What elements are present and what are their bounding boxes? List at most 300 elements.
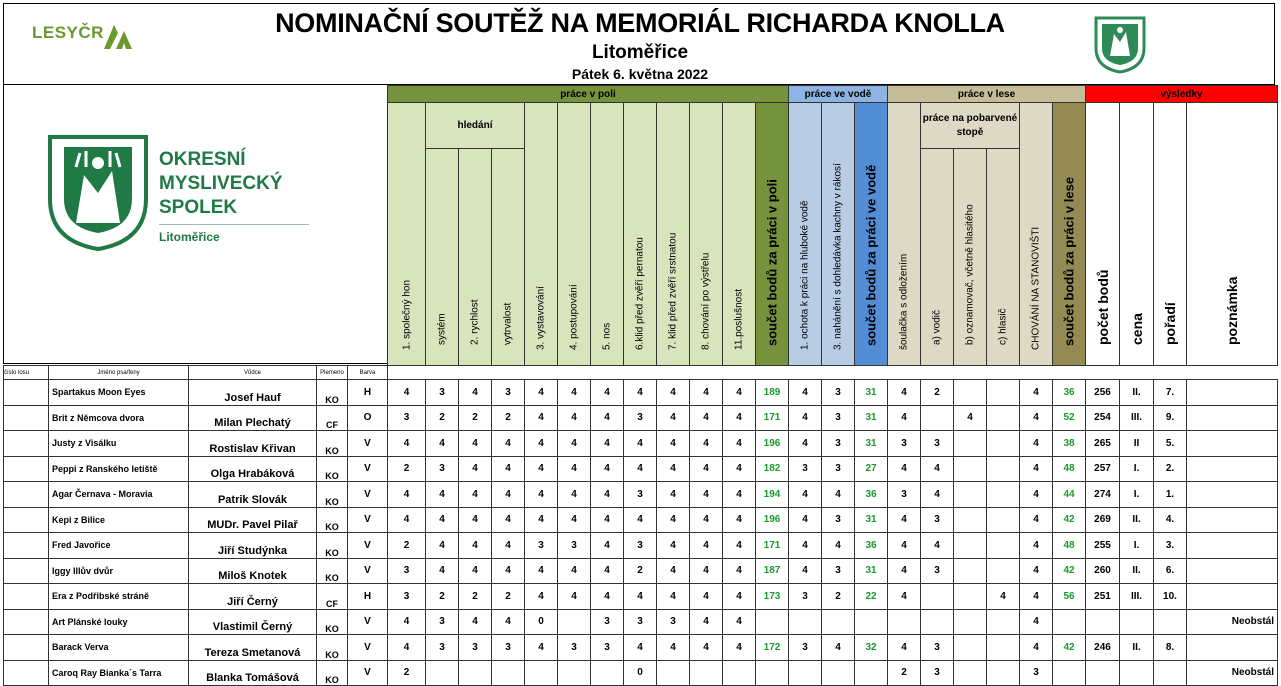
score-cell: 4 — [525, 482, 558, 508]
oms-name-line2: MYSLIVECKÝ — [159, 173, 283, 194]
draw-number — [4, 507, 49, 533]
column-header — [1020, 103, 1053, 366]
score-cell — [756, 660, 789, 686]
score-cell: 0 — [624, 660, 657, 686]
score-cell: 48 — [1053, 456, 1086, 482]
score-cell: 10. — [1154, 584, 1187, 610]
score-cell: 3 — [921, 558, 954, 584]
score-cell — [921, 609, 954, 635]
score-cell — [987, 482, 1020, 508]
score-cell: 4 — [888, 456, 921, 482]
handler-name: Tereza Smetanová — [189, 635, 317, 661]
score-cell: 3 — [822, 507, 855, 533]
score-cell — [789, 609, 822, 635]
score-cell: 4 — [525, 584, 558, 610]
score-cell: II. — [1120, 507, 1154, 533]
score-cell — [987, 380, 1020, 406]
dog-name: Peppi z Ranského letiště — [49, 456, 189, 482]
dog-name: Justy z Visálku — [49, 431, 189, 457]
table-row — [4, 584, 1278, 610]
score-cell: 5. — [1154, 431, 1187, 457]
score-cell: 3 — [657, 609, 690, 635]
score-cell: 4 — [388, 507, 426, 533]
score-cell: 4 — [888, 507, 921, 533]
column-header — [954, 149, 987, 366]
score-cell — [855, 609, 888, 635]
score-cell — [558, 660, 591, 686]
score-cell — [459, 660, 492, 686]
score-cell: 4 — [690, 609, 723, 635]
score-cell: 4 — [657, 405, 690, 431]
score-cell: 4 — [789, 507, 822, 533]
coat-color: O — [348, 405, 388, 431]
score-cell: 4 — [558, 558, 591, 584]
score-cell: 4 — [426, 431, 459, 457]
score-cell: 171 — [756, 533, 789, 559]
score-cell — [558, 609, 591, 635]
score-cell — [789, 660, 822, 686]
score-cell: 4 — [1020, 380, 1053, 406]
score-cell: 44 — [1053, 482, 1086, 508]
score-cell: 256 — [1086, 380, 1120, 406]
draw-number — [4, 584, 49, 610]
score-cell: 4 — [690, 507, 723, 533]
score-cell: 4 — [426, 533, 459, 559]
score-cell: I. — [1120, 482, 1154, 508]
score-cell: 4 — [558, 584, 591, 610]
score-cell — [954, 482, 987, 508]
group-vysledky: výsledky — [1086, 86, 1278, 103]
score-cell: 4 — [921, 533, 954, 559]
score-cell: 4 — [723, 405, 756, 431]
score-cell: 4 — [657, 431, 690, 457]
score-cell: 172 — [756, 635, 789, 661]
score-cell: 4 — [624, 584, 657, 610]
score-cell: 4 — [690, 635, 723, 661]
score-cell: 31 — [855, 431, 888, 457]
table-row — [4, 660, 1278, 686]
dog-name: Spartakus Moon Eyes — [49, 380, 189, 406]
dog-name: Era z Podřibské stráně — [49, 584, 189, 610]
table-row — [4, 431, 1278, 457]
handler-name: Rostislav Křivan — [189, 431, 317, 457]
coat-color: H — [348, 380, 388, 406]
score-cell: 194 — [756, 482, 789, 508]
score-cell — [1187, 533, 1278, 559]
score-cell — [987, 405, 1020, 431]
table-row — [4, 609, 1278, 635]
score-cell: 4 — [492, 482, 525, 508]
coat-color: V — [348, 507, 388, 533]
score-cell — [1154, 609, 1187, 635]
breed: KO — [317, 380, 348, 406]
score-cell: 265 — [1086, 431, 1120, 457]
score-cell: 4 — [690, 558, 723, 584]
score-cell: 4 — [789, 533, 822, 559]
score-cell: I. — [1120, 456, 1154, 482]
column-header-label: 7. klid před zvěří srstnatou — [667, 232, 679, 350]
score-cell: 246 — [1086, 635, 1120, 661]
draw-number — [4, 558, 49, 584]
score-cell: 3 — [789, 584, 822, 610]
score-cell: 3 — [426, 609, 459, 635]
score-cell: 3 — [1020, 660, 1053, 686]
breed: KO — [317, 609, 348, 635]
score-cell: 4 — [624, 380, 657, 406]
column-header-label: 3. vystavování — [535, 286, 547, 350]
column-header — [756, 103, 789, 366]
score-cell: 4 — [591, 431, 624, 457]
score-cell: 4 — [657, 482, 690, 508]
column-header-label: c) hlasič — [997, 308, 1009, 345]
score-cell: 3 — [388, 558, 426, 584]
score-cell — [1053, 609, 1086, 635]
score-cell: 27 — [855, 456, 888, 482]
score-cell: 3 — [388, 584, 426, 610]
column-header-label: 6.klid před zvěří pernatou — [634, 237, 646, 350]
breed: KO — [317, 660, 348, 686]
score-cell: 4 — [723, 635, 756, 661]
score-cell: 3 — [426, 380, 459, 406]
score-cell: 3 — [426, 456, 459, 482]
score-cell: 257 — [1086, 456, 1120, 482]
score-cell: 4 — [888, 533, 921, 559]
score-cell: 4 — [388, 482, 426, 508]
score-cell: II. — [1120, 558, 1154, 584]
score-cell: 31 — [855, 507, 888, 533]
score-cell: 3 — [591, 635, 624, 661]
handler-name: Vlastimil Černý — [189, 609, 317, 635]
breed: KO — [317, 431, 348, 457]
score-cell: 2 — [624, 558, 657, 584]
score-cell: 3 — [624, 405, 657, 431]
score-cell — [822, 609, 855, 635]
score-cell: 3 — [426, 635, 459, 661]
score-cell — [954, 380, 987, 406]
column-header — [921, 149, 954, 366]
column-header-label: šoulačka s odložením — [898, 253, 910, 350]
score-cell: 254 — [1086, 405, 1120, 431]
dog-name: Iggy Illův dvůr — [49, 558, 189, 584]
score-cell: 4 — [624, 431, 657, 457]
score-cell: 4 — [888, 558, 921, 584]
score-cell: 4 — [591, 507, 624, 533]
score-cell: 182 — [756, 456, 789, 482]
left-header: Barva — [348, 366, 388, 380]
score-cell: 4 — [492, 507, 525, 533]
dog-name: Fred Javořice — [49, 533, 189, 559]
score-cell: 3 — [624, 609, 657, 635]
oms-name-line3: SPOLEK — [159, 197, 238, 218]
score-cell: 4 — [388, 635, 426, 661]
column-header — [388, 103, 426, 366]
score-cell: 4. — [1154, 507, 1187, 533]
left-header-row — [4, 366, 1278, 380]
column-header — [1086, 103, 1120, 366]
draw-number — [4, 660, 49, 686]
column-header — [789, 103, 822, 366]
column-header-label: 5. nos — [601, 322, 613, 350]
column-header — [459, 149, 492, 366]
score-cell: 3 — [492, 635, 525, 661]
score-cell: 4 — [690, 482, 723, 508]
logo-cell — [4, 86, 388, 366]
score-cell: 52 — [1053, 405, 1086, 431]
score-cell: 36 — [855, 533, 888, 559]
column-header — [690, 103, 723, 366]
score-cell: 4 — [723, 558, 756, 584]
oms-city: Litoměřice — [159, 230, 220, 244]
score-cell: 3 — [822, 558, 855, 584]
dog-name: Agar Černava - Moravia — [49, 482, 189, 508]
score-cell: 4 — [459, 507, 492, 533]
draw-number — [4, 533, 49, 559]
score-cell: 2 — [388, 533, 426, 559]
column-header — [1154, 103, 1187, 366]
column-header — [855, 103, 888, 366]
score-cell: 4 — [723, 584, 756, 610]
score-cell: 4 — [789, 558, 822, 584]
draw-number — [4, 431, 49, 457]
score-cell: 4 — [1020, 482, 1053, 508]
score-cell: 2 — [822, 584, 855, 610]
score-cell: 4 — [459, 456, 492, 482]
column-header-label: a) vodič — [931, 309, 943, 345]
score-cell: Neobstál — [1187, 609, 1278, 635]
column-header-label: 1. ochota k práci na hluboké vodě — [799, 200, 811, 350]
score-cell: 4 — [591, 456, 624, 482]
score-cell: 4 — [525, 380, 558, 406]
score-cell: 3 — [921, 660, 954, 686]
column-header-label: součet bodů za práci ve vodě — [863, 164, 879, 346]
score-cell: 4 — [888, 405, 921, 431]
coat-color: V — [348, 482, 388, 508]
score-cell — [426, 660, 459, 686]
draw-number — [4, 405, 49, 431]
score-cell: II. — [1120, 635, 1154, 661]
score-cell: 4 — [690, 380, 723, 406]
score-cell — [822, 660, 855, 686]
score-cell: 260 — [1086, 558, 1120, 584]
score-cell — [954, 609, 987, 635]
score-cell: 4 — [525, 431, 558, 457]
score-cell: 196 — [756, 507, 789, 533]
score-cell: I. — [1120, 533, 1154, 559]
score-cell: 4 — [657, 507, 690, 533]
score-cell: 4 — [1020, 533, 1053, 559]
breed: KO — [317, 635, 348, 661]
score-cell: II. — [1120, 380, 1154, 406]
score-cell — [888, 609, 921, 635]
score-cell: 4 — [690, 456, 723, 482]
handler-name: Miloš Knotek — [189, 558, 317, 584]
score-cell: 4 — [1020, 405, 1053, 431]
score-cell: 2 — [459, 584, 492, 610]
score-cell: 4 — [388, 609, 426, 635]
score-cell: 3 — [591, 609, 624, 635]
score-cell: 4 — [459, 380, 492, 406]
column-header-label: poznámka — [1224, 276, 1240, 345]
draw-number — [4, 635, 49, 661]
score-cell: 4 — [525, 558, 558, 584]
draw-number — [4, 482, 49, 508]
column-header — [1187, 103, 1278, 366]
score-cell: 2 — [426, 405, 459, 431]
score-cell: 4 — [591, 482, 624, 508]
handler-name: Jiří Černý — [189, 584, 317, 610]
draw-number — [4, 609, 49, 635]
breed: KO — [317, 482, 348, 508]
score-cell — [756, 609, 789, 635]
dog-name: Brit z Němcova dvora — [49, 405, 189, 431]
handler-name: Jiří Studýnka — [189, 533, 317, 559]
score-cell: 3 — [624, 533, 657, 559]
score-cell: 2 — [888, 660, 921, 686]
score-cell: 3 — [388, 405, 426, 431]
group-voda: práce ve vodě — [789, 86, 888, 103]
score-cell: 2 — [426, 584, 459, 610]
score-cell: 4 — [459, 558, 492, 584]
score-cell: 3 — [888, 482, 921, 508]
score-cell — [1187, 635, 1278, 661]
oms-name-line1: OKRESNÍ — [159, 149, 246, 170]
score-cell: 3 — [558, 635, 591, 661]
score-cell — [1187, 507, 1278, 533]
score-cell — [954, 635, 987, 661]
coat-color: V — [348, 635, 388, 661]
score-cell: III. — [1120, 405, 1154, 431]
score-cell: 4 — [624, 507, 657, 533]
table-row — [4, 482, 1278, 508]
score-cell: 2. — [1154, 456, 1187, 482]
page-subtitle-date: Pátek 6. května 2022 — [571, 66, 709, 82]
score-cell — [1187, 584, 1278, 610]
score-cell: 189 — [756, 380, 789, 406]
table-row — [4, 405, 1278, 431]
score-cell: 4 — [690, 533, 723, 559]
score-cell: 4 — [558, 380, 591, 406]
score-cell: 3 — [492, 380, 525, 406]
score-cell: 4 — [459, 431, 492, 457]
table-row — [4, 380, 1278, 406]
score-cell: 4 — [657, 584, 690, 610]
score-cell: 3. — [1154, 533, 1187, 559]
left-header: Plemeno — [317, 366, 348, 380]
score-cell — [1086, 609, 1120, 635]
score-cell: 4 — [426, 507, 459, 533]
score-cell: 4 — [888, 380, 921, 406]
score-cell — [657, 660, 690, 686]
column-header-label: 8. chování po výstřelu — [700, 252, 712, 350]
score-cell: 4 — [1020, 635, 1053, 661]
score-cell — [987, 533, 1020, 559]
dog-name: Caroq Ray Bianka´s Tarra — [49, 660, 189, 686]
score-cell — [1154, 660, 1187, 686]
left-header: číslo losu — [4, 366, 49, 380]
score-cell: 4 — [591, 533, 624, 559]
score-cell: 4 — [591, 380, 624, 406]
score-cell: 4 — [690, 431, 723, 457]
column-header — [657, 103, 690, 366]
score-cell — [690, 660, 723, 686]
score-cell: 4 — [426, 558, 459, 584]
draw-number — [4, 456, 49, 482]
score-cell: 4 — [723, 380, 756, 406]
score-cell: 2 — [492, 584, 525, 610]
score-cell: 4 — [822, 635, 855, 661]
score-cell: 4 — [789, 380, 822, 406]
score-cell: 2 — [492, 405, 525, 431]
score-cell: 4 — [690, 405, 723, 431]
score-cell: 31 — [855, 558, 888, 584]
score-cell: 3 — [822, 380, 855, 406]
score-cell: 4 — [591, 558, 624, 584]
score-cell: 4 — [1020, 558, 1053, 584]
column-header — [1053, 103, 1086, 366]
column-header — [525, 103, 558, 366]
score-cell — [1187, 482, 1278, 508]
score-cell — [987, 456, 1020, 482]
handler-name: MUDr. Pavel Pilař — [189, 507, 317, 533]
score-cell: 42 — [1053, 507, 1086, 533]
column-header-label: systém — [436, 313, 448, 345]
score-cell: 269 — [1086, 507, 1120, 533]
score-cell: 4 — [591, 584, 624, 610]
score-cell — [987, 660, 1020, 686]
column-header — [987, 149, 1020, 366]
score-cell — [492, 660, 525, 686]
score-cell: 3 — [558, 533, 591, 559]
score-cell: III. — [1120, 584, 1154, 610]
score-cell: 4 — [954, 405, 987, 431]
dog-name: Kepi z Bilice — [49, 507, 189, 533]
score-cell: 196 — [756, 431, 789, 457]
score-cell: 7. — [1154, 380, 1187, 406]
column-header — [426, 149, 459, 366]
score-cell: 4 — [657, 456, 690, 482]
score-cell — [1120, 660, 1154, 686]
score-cell: 4 — [789, 482, 822, 508]
score-cell: 4 — [723, 609, 756, 635]
score-cell: 3 — [822, 431, 855, 457]
score-cell: Neobstál — [1187, 660, 1278, 686]
score-cell: 42 — [1053, 635, 1086, 661]
score-cell: 4 — [492, 558, 525, 584]
score-cell: 4 — [657, 533, 690, 559]
breed: CF — [317, 405, 348, 431]
score-cell: 4 — [558, 405, 591, 431]
score-cell: II — [1120, 431, 1154, 457]
score-cell — [591, 660, 624, 686]
table-row — [4, 635, 1278, 661]
dog-name: Art Plánské louky — [49, 609, 189, 635]
score-cell: 4 — [558, 482, 591, 508]
score-cell: 42 — [1053, 558, 1086, 584]
score-cell: 4 — [624, 635, 657, 661]
score-cell — [954, 431, 987, 457]
table-row — [4, 456, 1278, 482]
column-header-label: 11.poslušnost — [733, 289, 745, 350]
column-header-label: součet bodů za práci v poli — [764, 179, 780, 346]
score-cell: 6. — [1154, 558, 1187, 584]
score-cell: 4 — [921, 482, 954, 508]
score-cell: 56 — [1053, 584, 1086, 610]
score-cell: 4 — [822, 482, 855, 508]
score-cell: 4 — [624, 456, 657, 482]
score-cell: 48 — [1053, 533, 1086, 559]
score-cell: 4 — [723, 533, 756, 559]
column-header-label: 1. společný hon — [401, 279, 412, 350]
